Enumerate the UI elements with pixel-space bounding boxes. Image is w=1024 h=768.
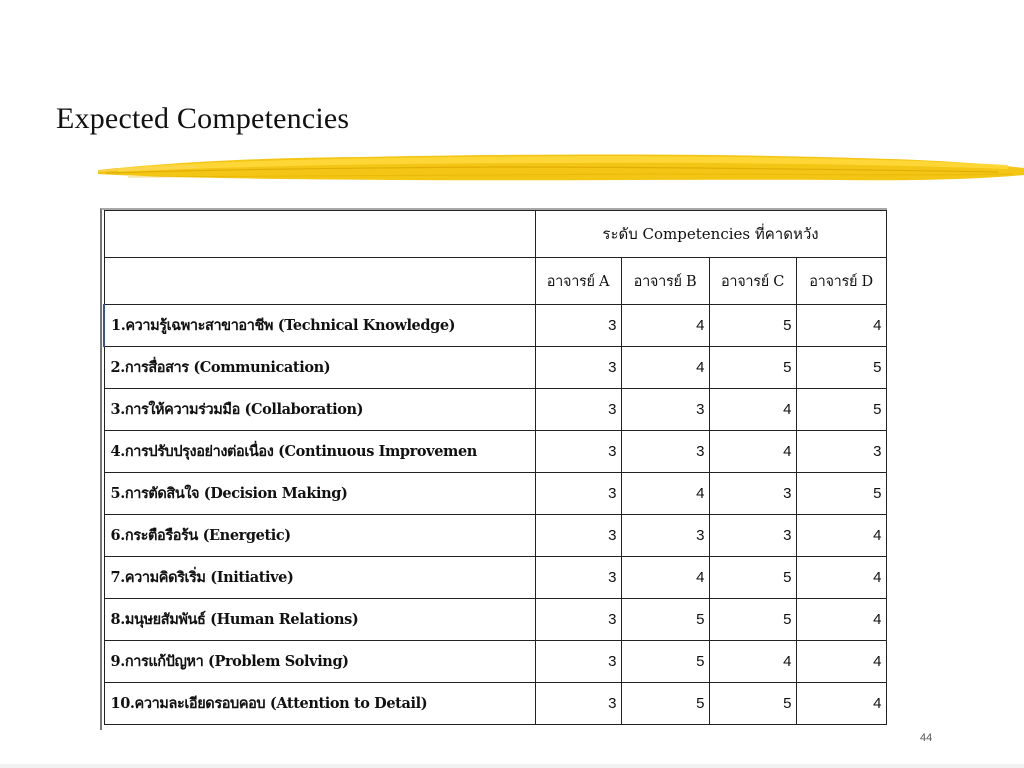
- level-cell-teacher-b: 3: [621, 431, 709, 473]
- table-row: [104, 347, 886, 389]
- table-row: [104, 305, 886, 347]
- empty-header-cell: [104, 258, 535, 305]
- level-cell-teacher-c: 5: [709, 347, 796, 389]
- level-cell-teacher-b: 4: [621, 557, 709, 599]
- competency-label: 4.การปรับปรุงอย่างต่อเนื่อง (Continuous Improvemen: [104, 431, 535, 473]
- bottom-divider: [0, 764, 1024, 768]
- competency-table: [103, 210, 887, 725]
- competency-label: 9.การแก้ปัญหา (Problem Solving): [104, 641, 535, 683]
- level-cell-teacher-a: 3: [535, 515, 621, 557]
- slide-title: Expected Competencies: [56, 102, 350, 135]
- level-cell-teacher-a: 3: [535, 347, 621, 389]
- level-cell-teacher-a: 3: [535, 683, 621, 725]
- level-cell-teacher-c: 5: [709, 305, 796, 347]
- level-cell-teacher-c: 5: [709, 557, 796, 599]
- competency-label: 6.กระตือรือร้น (Energetic): [104, 515, 535, 557]
- competency-label: 3.การให้ความร่วมมือ (Collaboration): [104, 389, 535, 431]
- level-cell-teacher-a: 3: [535, 599, 621, 641]
- level-cell-teacher-c: 4: [709, 641, 796, 683]
- competency-label: 1.ความรู้เฉพาะสาขาอาชีพ (Technical Knowledge): [104, 305, 535, 347]
- teacher-d-header: อาจารย์ D: [796, 258, 886, 305]
- expected-level-header: ระดับ Competencies ที่คาดหวัง: [535, 211, 886, 258]
- level-cell-teacher-b: 3: [621, 515, 709, 557]
- level-cell-teacher-c: 4: [709, 431, 796, 473]
- level-cell-teacher-b: 5: [621, 683, 709, 725]
- level-cell-teacher-d: 3: [796, 431, 886, 473]
- competency-table-container: [100, 208, 887, 730]
- level-cell-teacher-c: 3: [709, 515, 796, 557]
- level-cell-teacher-c: 5: [709, 599, 796, 641]
- level-cell-teacher-d: 4: [796, 599, 886, 641]
- level-cell-teacher-d: 5: [796, 347, 886, 389]
- level-cell-teacher-d: 4: [796, 557, 886, 599]
- table-row: [104, 515, 886, 557]
- level-cell-teacher-c: 5: [709, 683, 796, 725]
- table-header-row-group: [104, 211, 886, 258]
- table-header-row-teachers: [104, 258, 886, 305]
- competency-label: 10.ความละเอียดรอบคอบ (Attention to Detail): [104, 683, 535, 725]
- level-cell-teacher-b: 4: [621, 347, 709, 389]
- highlight-brush-stroke: [98, 148, 1024, 190]
- level-cell-teacher-b: 4: [621, 305, 709, 347]
- level-cell-teacher-b: 4: [621, 473, 709, 515]
- level-cell-teacher-d: 5: [796, 389, 886, 431]
- competency-label: 7.ความคิดริเริ่ม (Initiative): [104, 557, 535, 599]
- level-cell-teacher-d: 5: [796, 473, 886, 515]
- competency-label: 8.มนุษยสัมพันธ์ (Human Relations): [104, 599, 535, 641]
- table-row: [104, 431, 886, 473]
- level-cell-teacher-c: 3: [709, 473, 796, 515]
- competency-label: 5.การตัดสินใจ (Decision Making): [104, 473, 535, 515]
- level-cell-teacher-a: 3: [535, 473, 621, 515]
- teacher-a-header: อาจารย์ A: [535, 258, 621, 305]
- table-row: [104, 389, 886, 431]
- table-row: [104, 557, 886, 599]
- competency-label: 2.การสื่อสาร (Communication): [104, 347, 535, 389]
- level-cell-teacher-a: 3: [535, 641, 621, 683]
- level-cell-teacher-a: 3: [535, 389, 621, 431]
- level-cell-teacher-d: 4: [796, 305, 886, 347]
- page-number: 44: [920, 732, 933, 744]
- table-row: [104, 599, 886, 641]
- level-cell-teacher-d: 4: [796, 515, 886, 557]
- level-cell-teacher-a: 3: [535, 431, 621, 473]
- level-cell-teacher-b: 5: [621, 641, 709, 683]
- level-cell-teacher-d: 4: [796, 641, 886, 683]
- table-row: [104, 683, 886, 725]
- empty-header-cell: [104, 211, 535, 258]
- table-row: [104, 473, 886, 515]
- level-cell-teacher-d: 4: [796, 683, 886, 725]
- level-cell-teacher-b: 5: [621, 599, 709, 641]
- table-row: [104, 641, 886, 683]
- teacher-b-header: อาจารย์ B: [621, 258, 709, 305]
- level-cell-teacher-b: 3: [621, 389, 709, 431]
- teacher-c-header: อาจารย์ C: [709, 258, 796, 305]
- level-cell-teacher-a: 3: [535, 557, 621, 599]
- level-cell-teacher-a: 3: [535, 305, 621, 347]
- level-cell-teacher-c: 4: [709, 389, 796, 431]
